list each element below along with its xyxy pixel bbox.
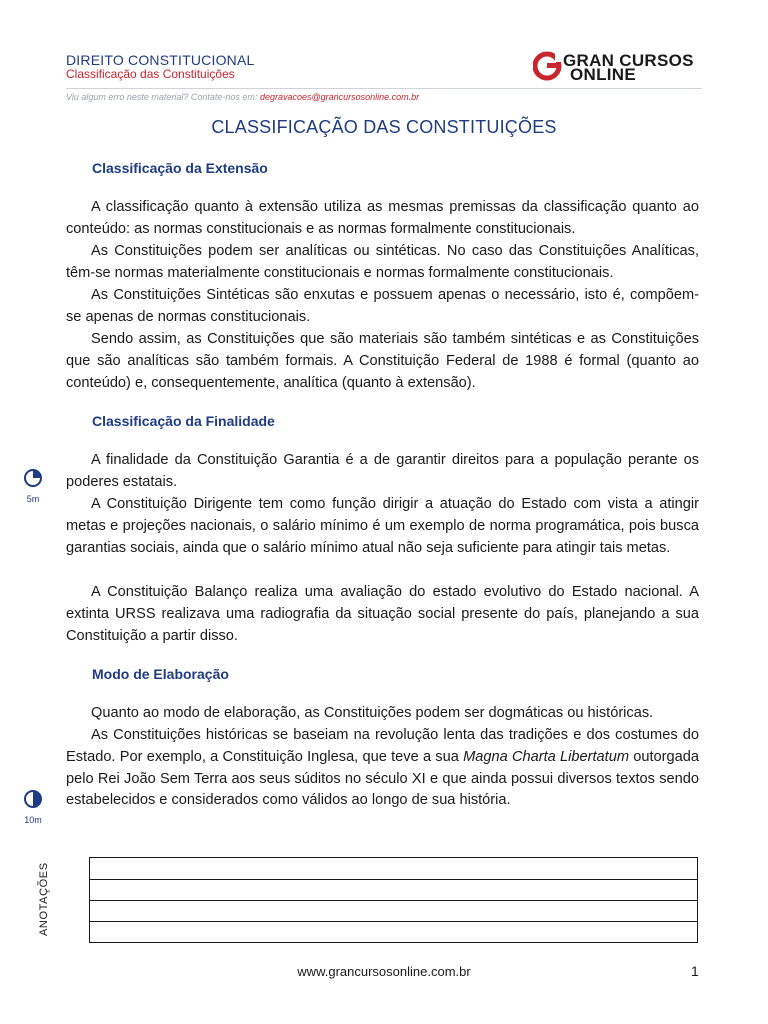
italic-term: Magna Charta Libertatum bbox=[463, 748, 629, 765]
logo-line2: ONLINE bbox=[570, 65, 637, 84]
paragraph: A finalidade da Constituição Garantia é a de garantir direitos para a população perante os poderes estatais. bbox=[66, 452, 699, 490]
timer-icon bbox=[23, 789, 43, 809]
timer-10m bbox=[22, 789, 44, 825]
timer-label: 5m bbox=[26, 494, 40, 504]
paragraph bbox=[66, 725, 699, 812]
header-divider bbox=[66, 88, 702, 89]
notes-line bbox=[90, 900, 697, 901]
gran-g-logo-icon bbox=[533, 50, 563, 82]
timer-icon bbox=[23, 468, 43, 488]
paragraph: Quanto ao modo de elaboração, as Constituições podem ser dogmáticas ou históricas. bbox=[91, 705, 654, 721]
timer-5m bbox=[22, 468, 44, 504]
paragraph-part: outorgada pelo Rei João Sem Terra aos seus súditos no século XI e que ainda possui diversos textos sendo estabelecidos e considerados como válidos ao longo de sua história. bbox=[66, 748, 699, 809]
logo-line1: GRAN CURSOS bbox=[563, 51, 694, 70]
paragraph: As Constituições Sintéticas são enxutas e possuem apenas o necessário, isto é, compõem-se apenas de normas constitucionais. bbox=[66, 287, 699, 325]
paragraph: Sendo assim, as Constituições que são materiais são também sintéticas e as Constituições que são analíticas são também formais. A Constituição Federal de 1988 é formal (quanto ao conteúdo) e, consequentemente, analítica (quanto à extensão). bbox=[66, 331, 699, 391]
paragraph-part: As Constituições históricas se baseiam na revolução lenta das tradições e dos costumes do Estado. Por exemplo, a Constituição Inglesa, que teve a sua bbox=[66, 727, 699, 765]
header-topic: Classificação das Constituições bbox=[66, 67, 235, 81]
notes-line bbox=[90, 879, 697, 880]
paragraph: As Constituições podem ser analíticas ou sintéticas. No caso das Constituições Analíticas, têm-se normas materialmente constitucionais e normas formalmente constitucionais. bbox=[66, 243, 699, 281]
paragraph: A classificação quanto à extensão utiliza as mesmas premissas da classificação quanto ao conteúdo: as normas constitucionais e as normas formalmente constitucionais. bbox=[66, 199, 699, 237]
notes-label: ANOTAÇÕES bbox=[38, 862, 50, 936]
notes-box[interactable] bbox=[89, 857, 698, 943]
contact-email-link[interactable]: degravacoes@grancursosonline.com.br bbox=[259, 92, 420, 102]
gran-cursos-logo[interactable] bbox=[533, 50, 703, 82]
footer-url[interactable]: www.grancursosonline.com.br bbox=[297, 964, 471, 979]
section-heading-finalidade: Classificação da Finalidade bbox=[92, 413, 275, 429]
header-subject: DIREITO CONSTITUCIONAL bbox=[66, 52, 255, 68]
section-heading-elaboracao: Modo de Elaboração bbox=[92, 666, 229, 682]
timer-label: 10m bbox=[24, 815, 42, 825]
section-heading-extensao: Classificação da Extensão bbox=[92, 160, 268, 176]
page-title: CLASSIFICAÇÃO DAS CONSTITUIÇÕES bbox=[211, 117, 557, 137]
paragraph: A Constituição Balanço realiza uma avaliação do estado evolutivo do Estado nacional. A extinta URSS realizava uma radiografia da situação social presente do país, planejando a sua Constituição a partir disso. bbox=[66, 584, 699, 644]
paragraph: A Constituição Dirigente tem como função dirigir a atuação do Estado com vista a atingir metas e projeções nacionais, o salário mínimo é um exemplo de norma programática, pois busca garantias sociais, ainda que o salário mínimo atual não seja suficiente para atingir tais metas. bbox=[66, 496, 699, 556]
notes-line bbox=[90, 921, 697, 922]
contact-prefix: Viu algum erro neste material? Contate-nos em: bbox=[66, 92, 260, 102]
contact-line bbox=[66, 92, 419, 102]
page-number: 1 bbox=[691, 963, 699, 979]
